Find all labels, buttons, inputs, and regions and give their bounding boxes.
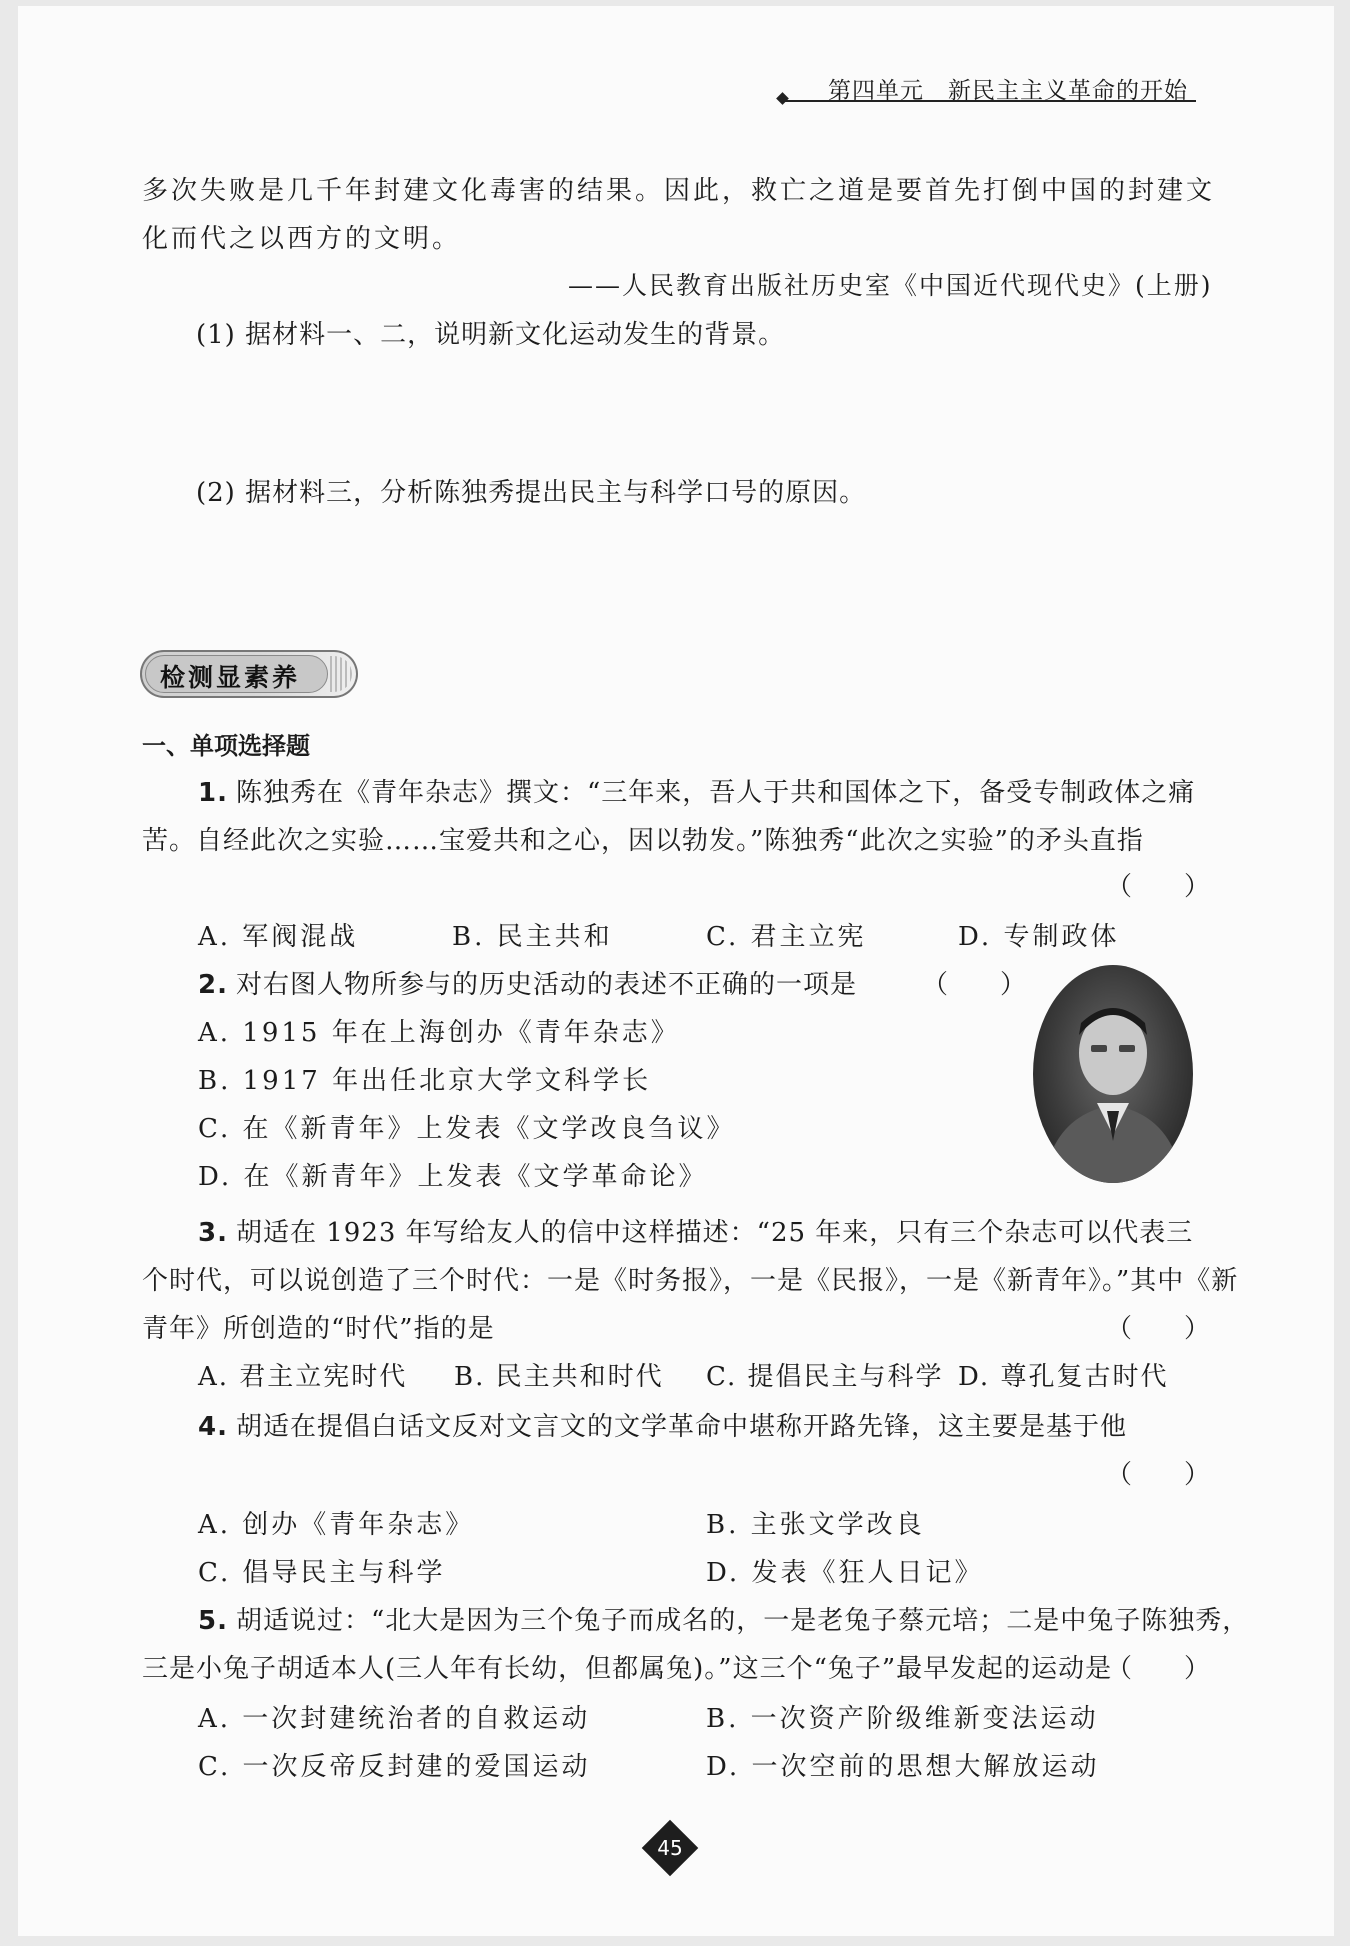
portrait-figure-icon bbox=[1033, 965, 1193, 1183]
question-number: 3. bbox=[198, 1218, 228, 1248]
option-d: D. 发表《狂人日记》 bbox=[706, 1558, 984, 1588]
option-b: B. 一次资产阶级维新变法运动 bbox=[706, 1704, 1099, 1734]
option-a: A. 君主立宪时代 bbox=[198, 1362, 408, 1392]
badge-tail-decoration bbox=[330, 656, 352, 692]
question-5-line bbox=[198, 1600, 1249, 1637]
option-b: B. 民主共和 bbox=[452, 922, 613, 952]
question-3-line: 个时代，可以说创造了三个时代：一是《时务报》，一是《民报》，一是《新青年》。”其中《新 bbox=[142, 1266, 1239, 1296]
option-c: C. 提倡民主与科学 bbox=[706, 1362, 944, 1392]
option-b: B. 1917 年出任北京大学文科学长 bbox=[198, 1066, 652, 1096]
question-2-line bbox=[198, 964, 857, 1001]
question-1-line: 苦。自经此次之实验……宝爱共和之心，因以勃发。”陈独秀“此次之实验”的矛头直指 bbox=[142, 826, 1144, 856]
material-line: 多次失败是几千年封建文化毒害的结果。因此，救亡之道是要首先打倒中国的封建文 bbox=[142, 176, 1216, 206]
option-a: A. 1915 年在上海创办《青年杂志》 bbox=[198, 1018, 680, 1048]
option-a: A. 创办《青年杂志》 bbox=[198, 1510, 475, 1540]
option-d: D. 尊孔复古时代 bbox=[958, 1362, 1169, 1392]
answer-blank[interactable]: （ ） bbox=[922, 970, 1027, 1000]
unit-header-title: 第四单元 新民主主义革命的开始 bbox=[828, 78, 1188, 104]
option-c: C. 倡导民主与科学 bbox=[198, 1558, 446, 1588]
question-3-line bbox=[198, 1212, 1193, 1249]
option-d: D. 专制政体 bbox=[958, 922, 1120, 952]
question-text: 胡适说过：“北大是因为三个兔子而成名的，一是老兔子蔡元培；二是中兔子陈独秀， bbox=[235, 1606, 1250, 1636]
question-text: 胡适在提倡白话文反对文言文的文学革命中堪称开路先锋，这主要是基于他 bbox=[235, 1412, 1127, 1442]
option-b: B. 主张文学改良 bbox=[706, 1510, 925, 1540]
sub-question-1: (1) 据材料一、二，说明新文化运动发生的背景。 bbox=[196, 320, 786, 350]
section-heading: 一、单项选择题 bbox=[142, 732, 310, 760]
answer-blank[interactable]: （ ） bbox=[1106, 1314, 1211, 1344]
question-3-line: 青年》所创造的“时代”指的是 bbox=[142, 1314, 495, 1344]
question-4-line bbox=[198, 1406, 1127, 1443]
question-text: 对右图人物所参与的历史活动的表述不正确的一项是 bbox=[235, 970, 857, 1000]
answer-blank[interactable]: （ ） bbox=[1106, 1654, 1211, 1684]
option-c: C. 在《新青年》上发表《文学改良刍议》 bbox=[198, 1114, 736, 1144]
question-1-line bbox=[198, 772, 1195, 809]
material-source: ——人民教育出版社历史室《中国近代现代史》(上册) bbox=[568, 271, 1213, 300]
option-d: D. 在《新青年》上发表《文学革命论》 bbox=[198, 1162, 708, 1192]
option-a: A. 军阀混战 bbox=[198, 922, 359, 952]
option-d: D. 一次空前的思想大解放运动 bbox=[706, 1752, 1100, 1782]
option-c: C. 一次反帝反封建的爱国运动 bbox=[198, 1752, 591, 1782]
section-badge bbox=[140, 650, 358, 698]
question-number: 4. bbox=[198, 1412, 228, 1442]
page-number: 45 bbox=[657, 1836, 683, 1860]
question-number: 5. bbox=[198, 1606, 228, 1636]
option-b: B. 民主共和时代 bbox=[454, 1362, 664, 1392]
option-c: C. 君主立宪 bbox=[706, 922, 867, 952]
section-badge-label: 检测显素养 bbox=[160, 663, 301, 692]
question-text: 陈独秀在《青年杂志》撰文：“三年来，吾人于共和国体之下，备受专制政体之痛 bbox=[235, 778, 1196, 808]
material-line: 化而代之以西方的文明。 bbox=[142, 224, 462, 254]
answer-blank[interactable]: （ ） bbox=[1106, 1460, 1211, 1490]
question-text: 胡适在 1923 年写给友人的信中这样描述：“25 年来，只有三个杂志可以代表三 bbox=[235, 1218, 1194, 1248]
question-number: 1. bbox=[198, 778, 228, 808]
answer-blank[interactable]: （ ） bbox=[1106, 872, 1211, 902]
option-a: A. 一次封建统治者的自救运动 bbox=[198, 1704, 591, 1734]
sub-question-2: (2) 据材料三，分析陈独秀提出民主与科学口号的原因。 bbox=[196, 478, 867, 508]
question-number: 2. bbox=[198, 970, 228, 1000]
question-5-line: 三是小兔子胡适本人(三人年有长幼，但都属兔)。”这三个“兔子”最早发起的运动是 bbox=[142, 1654, 1113, 1684]
portrait-photo bbox=[1033, 965, 1193, 1183]
